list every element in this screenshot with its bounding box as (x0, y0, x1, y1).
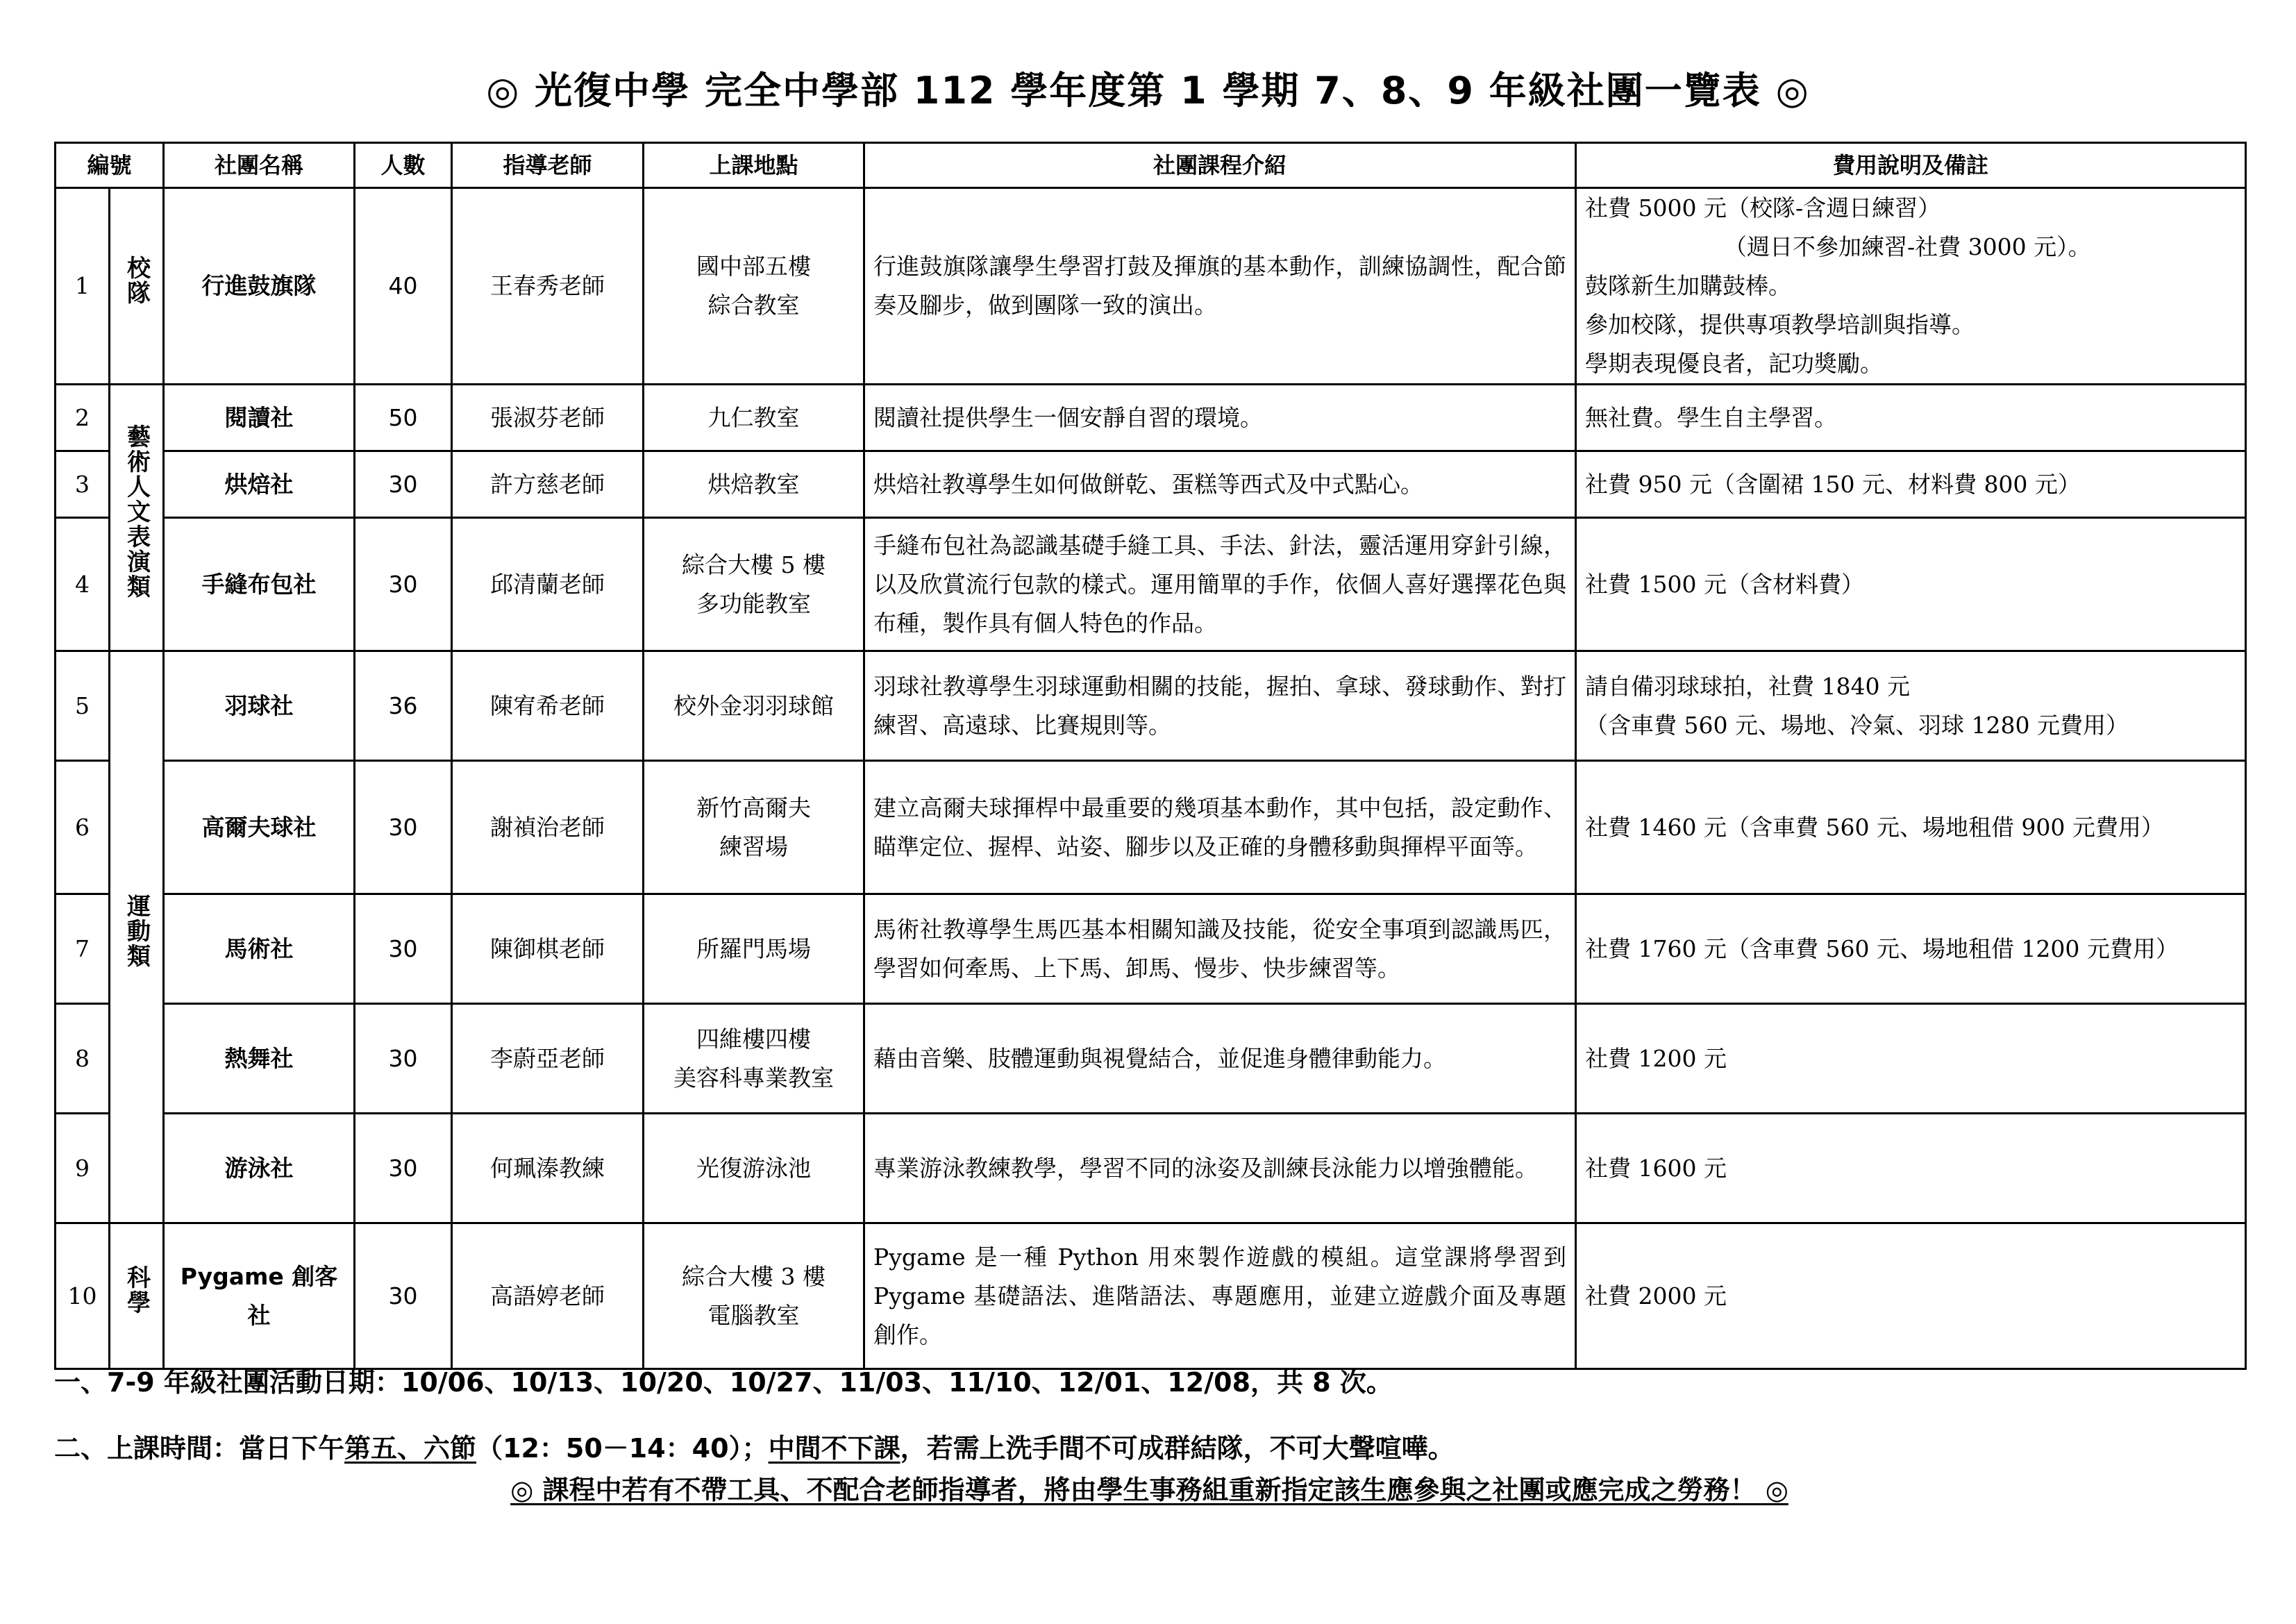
fee-line: 社費 1600 元 (1585, 1154, 1727, 1182)
teacher-name: 王春秀老師 (452, 188, 644, 385)
category-label: 校隊 (122, 255, 151, 305)
fee-notes (1576, 518, 2246, 651)
category-label: 藝術人文表演類 (122, 424, 151, 599)
fee-notes (1576, 1223, 2246, 1369)
category-label: 運動類 (122, 894, 151, 969)
note-dates: 一、7-9 年級社團活動日期：10/06、10/13、10/20、10/27、11/03、11/10、12/01、12/08，共 8 次。 (54, 1367, 1393, 1398)
fee-notes (1576, 451, 2246, 518)
location-line: 美容科專業教室 (673, 1064, 835, 1091)
member-count: 30 (355, 518, 452, 651)
note-time-suffix: ，若需上洗手間不可成群結隊，不可大聲喧嘩。 (900, 1433, 1455, 1464)
row-number: 1 (56, 188, 110, 385)
club-name: 熱舞社 (164, 1004, 355, 1114)
header-name: 社團名稱 (164, 143, 355, 188)
member-count: 30 (355, 894, 452, 1004)
member-count: 50 (355, 385, 452, 451)
location-line: 國中部五樓 (696, 253, 812, 280)
class-location (644, 1223, 864, 1369)
fee-notes (1576, 761, 2246, 894)
class-location (644, 385, 864, 451)
table-body (56, 188, 2246, 1369)
note-time-range: （12：50－14：40）； (476, 1433, 769, 1464)
row-number: 5 (56, 651, 110, 761)
location-line: 四維樓四樓 (696, 1025, 812, 1053)
class-location (644, 1004, 864, 1114)
fee-line: 請自備羽球球拍，社費 1840 元 (1585, 672, 1910, 700)
fee-notes (1576, 894, 2246, 1004)
fee-line: 社費 1200 元 (1585, 1044, 1727, 1072)
location-line: 校外金羽羽球館 (673, 692, 835, 719)
teacher-name: 李蔚亞老師 (452, 1004, 644, 1114)
course-intro: 閱讀社提供學生一個安靜自習的環境。 (864, 385, 1576, 451)
row-number: 7 (56, 894, 110, 1004)
course-intro: 手縫布包社為認識基礎手縫工具、手法、針法，靈活運用穿針引線，以及欣賞流行包款的樣式。運用簡單的手作，依個人喜好選擇花色與布種，製作具有個人特色的作品。 (864, 518, 1576, 651)
class-location (644, 1114, 864, 1223)
fee-line: 學期表現優良者，記功獎勵。 (1585, 350, 1884, 377)
location-line: 練習場 (719, 832, 789, 860)
fee-notes (1576, 1114, 2246, 1223)
row-number: 3 (56, 451, 110, 518)
table-row (56, 188, 2246, 385)
fee-line: 社費 950 元（含圍裙 150 元、材料費 800 元） (1585, 470, 2081, 498)
course-intro: Pygame 是一種 Python 用來製作遊戲的模組。這堂課將學習到 Pygame 基礎語法、進階語法、專題應用，並建立遊戲介面及專題創作。 (864, 1223, 1576, 1369)
member-count: 30 (355, 1114, 452, 1223)
club-name: 烘焙社 (164, 451, 355, 518)
teacher-name: 謝禎治老師 (452, 761, 644, 894)
note-time (54, 1427, 1455, 1465)
teacher-name: 何珮溱教練 (452, 1114, 644, 1223)
club-name: 高爾夫球社 (164, 761, 355, 894)
course-intro: 烘焙社教導學生如何做餅乾、蛋糕等西式及中式點心。 (864, 451, 1576, 518)
course-intro: 藉由音樂、肢體運動與視覺結合，並促進身體律動能力。 (864, 1004, 1576, 1114)
category-team (110, 188, 164, 385)
table-row (56, 385, 2246, 451)
note-warning: ◎ 課程中若有不帶工具、不配合老師指導者，將由學生事務組重新指定該生應參與之社團或應完成之勞務！ ◎ (510, 1475, 1788, 1505)
table-row (56, 761, 2246, 894)
location-line: 烘焙教室 (707, 470, 800, 498)
fee-line: 參加校隊，提供專項教學培訓與指導。 (1585, 311, 1975, 338)
class-location (644, 451, 864, 518)
row-number: 2 (56, 385, 110, 451)
member-count: 30 (355, 451, 452, 518)
class-location (644, 188, 864, 385)
row-number: 6 (56, 761, 110, 894)
course-intro: 建立高爾夫球揮桿中最重要的幾項基本動作，其中包括，設定動作、瞄準定位、握桿、站姿、腳步以及正確的身體移動與揮桿平面等。 (864, 761, 1576, 894)
page-title: ◎ 光復中學 完全中學部 112 學年度第 1 學期 7、8、9 年級社團一覽表 ◎ (486, 69, 1810, 112)
row-number: 4 (56, 518, 110, 651)
class-location (644, 518, 864, 651)
class-location (644, 761, 864, 894)
table-row (56, 1223, 2246, 1369)
header-intro: 社團課程介紹 (864, 143, 1576, 188)
fee-notes (1576, 651, 2246, 761)
location-line: 綜合大樓 5 樓 (682, 551, 826, 578)
club-table (54, 142, 2247, 1370)
row-number: 9 (56, 1114, 110, 1223)
course-intro: 專業游泳教練教學，學習不同的泳姿及訓練長泳能力以增強體能。 (864, 1114, 1576, 1223)
header-count: 人數 (355, 143, 452, 188)
course-intro: 羽球社教導學生羽球運動相關的技能，握拍、拿球、發球動作、對打練習、高遠球、比賽規則等。 (864, 651, 1576, 761)
header-fee: 費用說明及備註 (1576, 143, 2246, 188)
fee-line: 社費 2000 元 (1585, 1282, 1727, 1309)
club-name: 馬術社 (164, 894, 355, 1004)
teacher-name: 張淑芬老師 (452, 385, 644, 451)
fee-line: 無社費。學生自主學習。 (1585, 403, 1838, 431)
course-intro: 行進鼓旗隊讓學生學習打鼓及揮旗的基本動作，訓練協調性，配合節奏及腳步，做到團隊一致的演出。 (864, 188, 1576, 385)
note-no-break: 中間不下課 (768, 1433, 900, 1464)
category-label: 科學 (122, 1265, 151, 1315)
club-name: Pygame 創客社 (164, 1223, 355, 1369)
teacher-name: 陳宥希老師 (452, 651, 644, 761)
note-time-periods: 第五、六節 (344, 1433, 477, 1464)
fee-line: 社費 1760 元（含車費 560 元、場地租借 1200 元費用） (1585, 935, 2179, 962)
member-count: 30 (355, 1004, 452, 1114)
teacher-name: 邱清蘭老師 (452, 518, 644, 651)
location-line: 光復游泳池 (696, 1154, 812, 1182)
club-name: 游泳社 (164, 1114, 355, 1223)
category-science (110, 1223, 164, 1369)
header-teacher: 指導老師 (452, 143, 644, 188)
member-count: 40 (355, 188, 452, 385)
fee-line: 社費 1500 元（含材料費） (1585, 570, 1864, 598)
class-location (644, 651, 864, 761)
fee-line: （含車費 560 元、場地、冷氣、羽球 1280 元費用） (1585, 711, 2129, 739)
fee-line: 鼓隊新生加購鼓棒。 (1585, 272, 1792, 299)
header-no: 編號 (56, 143, 164, 188)
club-name: 手縫布包社 (164, 518, 355, 651)
location-line: 綜合教室 (707, 292, 800, 319)
teacher-name: 高語婷老師 (452, 1223, 644, 1369)
club-name: 閱讀社 (164, 385, 355, 451)
row-number: 8 (56, 1004, 110, 1114)
location-line: 多功能教室 (696, 589, 812, 617)
location-line: 九仁教室 (707, 403, 800, 431)
table-row (56, 1114, 2246, 1223)
category-sports (110, 651, 164, 1223)
club-name: 羽球社 (164, 651, 355, 761)
fee-notes (1576, 1004, 2246, 1114)
table-header-row (56, 143, 2246, 188)
teacher-name: 許方慈老師 (452, 451, 644, 518)
member-count: 30 (355, 1223, 452, 1369)
course-intro: 馬術社教導學生馬匹基本相關知識及技能，從安全事項到認識馬匹，學習如何牽馬、上下馬、卸馬、慢步、快步練習等。 (864, 894, 1576, 1004)
class-location (644, 894, 864, 1004)
teacher-name: 陳御棋老師 (452, 894, 644, 1004)
table-row (56, 894, 2246, 1004)
fee-line: 社費 5000 元（校隊-含週日練習） (1585, 194, 1941, 221)
club-name: 行進鼓旗隊 (164, 188, 355, 385)
category-arts (110, 385, 164, 651)
fee-notes (1576, 385, 2246, 451)
row-number: 10 (56, 1223, 110, 1369)
note-time-prefix: 二、上課時間：當日下午 (54, 1433, 345, 1464)
header-location: 上課地點 (644, 143, 864, 188)
member-count: 36 (355, 651, 452, 761)
fee-line: 社費 1460 元（含車費 560 元、場地租借 900 元費用） (1585, 813, 2164, 841)
location-line: 電腦教室 (707, 1301, 800, 1329)
fee-line: （週日不參加練習-社費 3000 元）。 (1724, 233, 2091, 260)
table-row (56, 1004, 2246, 1114)
location-line: 新竹高爾夫 (696, 794, 812, 821)
location-line: 所羅門馬場 (696, 935, 812, 962)
table-row (56, 518, 2246, 651)
fee-notes (1576, 188, 2246, 385)
table-row (56, 651, 2246, 761)
location-line: 綜合大樓 3 樓 (682, 1262, 826, 1290)
table-row (56, 451, 2246, 518)
member-count: 30 (355, 761, 452, 894)
